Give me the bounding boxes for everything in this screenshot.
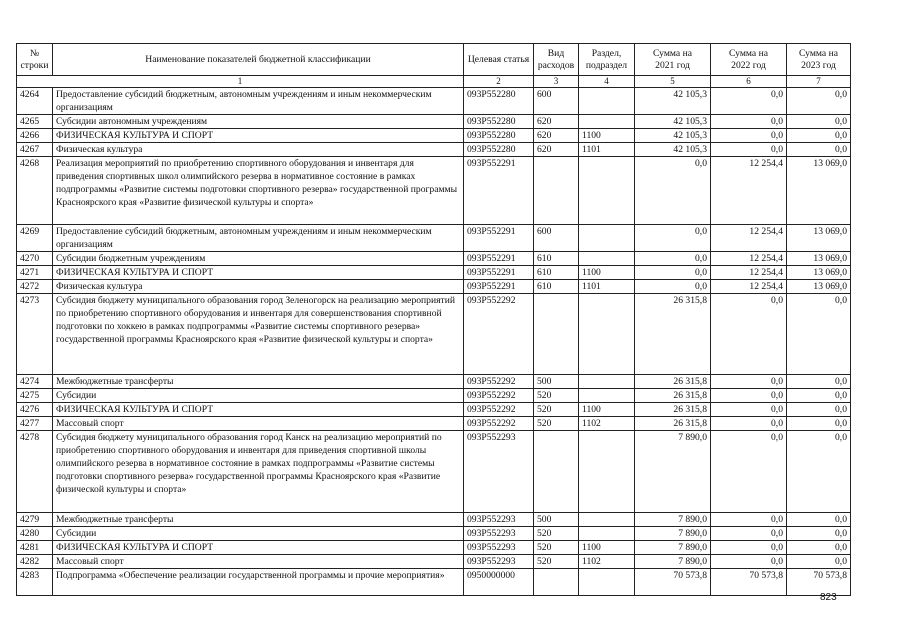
row-number-cell: 4281	[17, 541, 53, 555]
section-cell: 1100	[579, 129, 635, 143]
sum-2022-cell: 12 254,4	[711, 157, 787, 225]
row-number-cell: 4282	[17, 555, 53, 569]
sum-2021-cell: 70 573,8	[635, 569, 711, 596]
table-row	[17, 431, 851, 513]
header-expense-type: Вид расходов	[534, 44, 579, 76]
target-item-cell: 093P552293	[464, 541, 534, 555]
name-cell: Реализация мероприятий по приобретению спортивного оборудования и инвентаря для приведения спортивных школ олимпийского резерва в нормативное состояние в рамках подпрограммы «Развитие системы подготовки спортивного резерва» государственной программы Красноярского края «Развитие физической культуры и спорта»	[53, 157, 464, 225]
section-cell: 1100	[579, 403, 635, 417]
target-item-cell: 093P552292	[464, 403, 534, 417]
section-cell	[579, 569, 635, 596]
section-cell: 1101	[579, 143, 635, 157]
table-row	[17, 389, 851, 403]
name-cell: Физическая культура	[53, 143, 464, 157]
column-number: 3	[534, 76, 579, 88]
sum-2022-cell: 0,0	[711, 417, 787, 431]
name-cell: Межбюджетные трансферты	[53, 513, 464, 527]
column-number: 2	[464, 76, 534, 88]
sum-2021-cell: 26 315,8	[635, 389, 711, 403]
sum-2023-cell: 0,0	[787, 375, 851, 389]
expense-type-cell: 520	[534, 417, 579, 431]
table-row	[17, 157, 851, 225]
name-cell: ФИЗИЧЕСКАЯ КУЛЬТУРА И СПОРТ	[53, 403, 464, 417]
expense-type-cell: 610	[534, 280, 579, 294]
sum-2023-cell: 0,0	[787, 541, 851, 555]
target-item-cell: 093P552293	[464, 555, 534, 569]
name-cell: Предоставление субсидий бюджетным, автономным учреждениям и иным некоммерческим организациям	[53, 225, 464, 252]
sum-2021-cell: 7 890,0	[635, 555, 711, 569]
sum-2021-cell: 42 105,3	[635, 88, 711, 115]
row-number-cell: 4278	[17, 431, 53, 513]
sum-2023-cell: 0,0	[787, 129, 851, 143]
sum-2021-cell: 7 890,0	[635, 527, 711, 541]
sum-2023-cell: 0,0	[787, 403, 851, 417]
sum-2022-cell: 70 573,8	[711, 569, 787, 596]
table-row	[17, 225, 851, 252]
table-row	[17, 569, 851, 596]
section-cell	[579, 157, 635, 225]
table-header-row	[17, 44, 851, 76]
expense-type-cell	[534, 431, 579, 513]
expense-type-cell: 520	[534, 555, 579, 569]
sum-2023-cell: 0,0	[787, 431, 851, 513]
table-row	[17, 143, 851, 157]
sum-2023-cell: 70 573,8	[787, 569, 851, 596]
expense-type-cell: 600	[534, 225, 579, 252]
section-cell	[579, 375, 635, 389]
section-cell	[579, 225, 635, 252]
sum-2022-cell: 12 254,4	[711, 280, 787, 294]
sum-2022-cell: 0,0	[711, 115, 787, 129]
sum-2022-cell: 0,0	[711, 527, 787, 541]
sum-2022-cell: 0,0	[711, 513, 787, 527]
table-row	[17, 541, 851, 555]
sum-2021-cell: 26 315,8	[635, 375, 711, 389]
expense-type-cell: 500	[534, 375, 579, 389]
row-number-cell: 4271	[17, 266, 53, 280]
table-row	[17, 403, 851, 417]
row-number-cell: 4273	[17, 294, 53, 375]
expense-type-cell: 600	[534, 88, 579, 115]
expense-type-cell: 520	[534, 541, 579, 555]
sum-2023-cell: 0,0	[787, 527, 851, 541]
expense-type-cell: 610	[534, 266, 579, 280]
table-row	[17, 513, 851, 527]
sum-2021-cell: 26 315,8	[635, 294, 711, 375]
sum-2022-cell: 0,0	[711, 88, 787, 115]
table-row	[17, 115, 851, 129]
name-cell: Субсидии автономным учреждениям	[53, 115, 464, 129]
name-cell: Массовый спорт	[53, 417, 464, 431]
table-row	[17, 555, 851, 569]
table-row	[17, 527, 851, 541]
sum-2023-cell: 13 069,0	[787, 252, 851, 266]
row-number-cell: 4279	[17, 513, 53, 527]
table-row	[17, 375, 851, 389]
name-cell: Субсидии	[53, 389, 464, 403]
target-item-cell: 093P552291	[464, 157, 534, 225]
column-number: 7	[787, 76, 851, 88]
target-item-cell: 093P552280	[464, 129, 534, 143]
row-number-cell: 4264	[17, 88, 53, 115]
name-cell: ФИЗИЧЕСКАЯ КУЛЬТУРА И СПОРТ	[53, 266, 464, 280]
sum-2021-cell: 42 105,3	[635, 143, 711, 157]
target-item-cell: 093P552293	[464, 431, 534, 513]
sum-2021-cell: 7 890,0	[635, 513, 711, 527]
expense-type-cell	[534, 157, 579, 225]
row-number-cell: 4265	[17, 115, 53, 129]
name-cell: Физическая культура	[53, 280, 464, 294]
sum-2023-cell: 0,0	[787, 389, 851, 403]
name-cell: Массовый спорт	[53, 555, 464, 569]
sum-2023-cell: 13 069,0	[787, 266, 851, 280]
name-cell: Субсидии бюджетным учреждениям	[53, 252, 464, 266]
sum-2021-cell: 26 315,8	[635, 403, 711, 417]
sum-2021-cell: 0,0	[635, 225, 711, 252]
row-number-cell: 4272	[17, 280, 53, 294]
table-row	[17, 294, 851, 375]
sum-2022-cell: 0,0	[711, 143, 787, 157]
section-cell	[579, 88, 635, 115]
row-number-cell: 4275	[17, 389, 53, 403]
table-row	[17, 129, 851, 143]
name-cell: ФИЗИЧЕСКАЯ КУЛЬТУРА И СПОРТ	[53, 541, 464, 555]
name-cell: Субсидия бюджету муниципального образования город Зеленогорск на реализацию мероприятий по приобретению спортивного оборудования и инвентаря для совершенствования спортивной подготовки по хоккею в рамках подпрограммы «Развитие системы спортивного резерва» государственной программы Красноярского края «Развитие физической культуры и спорта»	[53, 294, 464, 375]
header-sum-2022: Сумма на 2022 год	[711, 44, 787, 76]
header-target-item: Целевая статья	[464, 44, 534, 76]
target-item-cell: 093P552293	[464, 527, 534, 541]
target-item-cell: 093P552293	[464, 513, 534, 527]
sum-2022-cell: 0,0	[711, 431, 787, 513]
row-number-cell: 4269	[17, 225, 53, 252]
sum-2023-cell: 0,0	[787, 88, 851, 115]
sum-2022-cell: 12 254,4	[711, 252, 787, 266]
sum-2022-cell: 12 254,4	[711, 225, 787, 252]
expense-type-cell: 620	[534, 115, 579, 129]
row-number-cell: 4270	[17, 252, 53, 266]
sum-2022-cell: 0,0	[711, 375, 787, 389]
section-cell: 1102	[579, 555, 635, 569]
table-row	[17, 252, 851, 266]
section-cell: 1101	[579, 280, 635, 294]
target-item-cell: 093P552292	[464, 389, 534, 403]
sum-2023-cell: 0,0	[787, 115, 851, 129]
expense-type-cell: 500	[534, 513, 579, 527]
column-number-row	[17, 76, 851, 88]
sum-2023-cell: 13 069,0	[787, 157, 851, 225]
section-cell	[579, 389, 635, 403]
sum-2021-cell: 0,0	[635, 266, 711, 280]
sum-2023-cell: 0,0	[787, 143, 851, 157]
sum-2021-cell: 26 315,8	[635, 417, 711, 431]
sum-2023-cell: 13 069,0	[787, 225, 851, 252]
header-sum-2023: Сумма на 2023 год	[787, 44, 851, 76]
target-item-cell: 093P552292	[464, 417, 534, 431]
target-item-cell: 093P552291	[464, 280, 534, 294]
row-number-cell: 4283	[17, 569, 53, 596]
sum-2023-cell: 0,0	[787, 417, 851, 431]
target-item-cell: 0950000000	[464, 569, 534, 596]
section-cell	[579, 252, 635, 266]
expense-type-cell: 610	[534, 252, 579, 266]
row-number-cell: 4274	[17, 375, 53, 389]
column-number: 6	[711, 76, 787, 88]
column-number: 5	[635, 76, 711, 88]
row-number-cell: 4267	[17, 143, 53, 157]
target-item-cell: 093P552280	[464, 88, 534, 115]
expense-type-cell: 620	[534, 143, 579, 157]
sum-2022-cell: 12 254,4	[711, 266, 787, 280]
row-number-cell: 4266	[17, 129, 53, 143]
header-sum-2021: Сумма на 2021 год	[635, 44, 711, 76]
expense-type-cell	[534, 294, 579, 375]
sum-2022-cell: 0,0	[711, 541, 787, 555]
sum-2022-cell: 0,0	[711, 389, 787, 403]
sum-2022-cell: 0,0	[711, 403, 787, 417]
table-body	[17, 88, 851, 596]
section-cell	[579, 294, 635, 375]
name-cell: Субсидии	[53, 527, 464, 541]
name-cell: Субсидия бюджету муниципального образования город Канск на реализацию мероприятий по приобретению спортивного оборудования и инвентаря для приведения спортивной школы олимпийского резерва в нормативное состояние в рамках подпрограммы «Развитие системы подготовки спортивного резерва» государственной программы Красноярского края «Развитие физической культуры и спорта»	[53, 431, 464, 513]
sum-2022-cell: 0,0	[711, 555, 787, 569]
sum-2023-cell: 0,0	[787, 294, 851, 375]
sum-2021-cell: 0,0	[635, 157, 711, 225]
expense-type-cell: 620	[534, 129, 579, 143]
sum-2023-cell: 0,0	[787, 555, 851, 569]
row-number-cell: 4268	[17, 157, 53, 225]
section-cell	[579, 527, 635, 541]
target-item-cell: 093P552292	[464, 294, 534, 375]
expense-type-cell: 520	[534, 527, 579, 541]
expense-type-cell: 520	[534, 403, 579, 417]
sum-2023-cell: 13 069,0	[787, 280, 851, 294]
sum-2021-cell: 0,0	[635, 252, 711, 266]
target-item-cell: 093P552292	[464, 375, 534, 389]
section-cell	[579, 513, 635, 527]
sum-2021-cell: 42 105,3	[635, 115, 711, 129]
sum-2022-cell: 0,0	[711, 294, 787, 375]
header-section: Раздел, подраздел	[579, 44, 635, 76]
sum-2021-cell: 7 890,0	[635, 541, 711, 555]
expense-type-cell	[534, 569, 579, 596]
name-cell: Подпрограмма «Обеспечение реализации государственной программы и прочие мероприятия»	[53, 569, 464, 596]
name-cell: Предоставление субсидий бюджетным, автономным учреждениям и иным некоммерческим организациям	[53, 88, 464, 115]
table-row	[17, 88, 851, 115]
row-number-cell: 4280	[17, 527, 53, 541]
page-number: 823	[820, 592, 837, 603]
name-cell: ФИЗИЧЕСКАЯ КУЛЬТУРА И СПОРТ	[53, 129, 464, 143]
table-row	[17, 280, 851, 294]
row-number-cell: 4277	[17, 417, 53, 431]
sum-2021-cell: 7 890,0	[635, 431, 711, 513]
target-item-cell: 093P552291	[464, 252, 534, 266]
sum-2022-cell: 0,0	[711, 129, 787, 143]
target-item-cell: 093P552291	[464, 266, 534, 280]
column-number: 4	[579, 76, 635, 88]
sum-2021-cell: 0,0	[635, 280, 711, 294]
header-name: Наименование показателей бюджетной классификации	[53, 44, 464, 76]
sum-2021-cell: 42 105,3	[635, 129, 711, 143]
section-cell	[579, 115, 635, 129]
name-cell: Межбюджетные трансферты	[53, 375, 464, 389]
target-item-cell: 093P552280	[464, 115, 534, 129]
section-cell	[579, 431, 635, 513]
section-cell: 1100	[579, 266, 635, 280]
target-item-cell: 093P552280	[464, 143, 534, 157]
sum-2023-cell: 0,0	[787, 513, 851, 527]
table-row	[17, 417, 851, 431]
expense-type-cell: 520	[534, 389, 579, 403]
budget-table	[16, 43, 851, 596]
section-cell: 1102	[579, 417, 635, 431]
section-cell: 1100	[579, 541, 635, 555]
header-row-number: № строки	[17, 44, 53, 76]
column-number: 1	[17, 76, 464, 88]
target-item-cell: 093P552291	[464, 225, 534, 252]
row-number-cell: 4276	[17, 403, 53, 417]
table-row	[17, 266, 851, 280]
